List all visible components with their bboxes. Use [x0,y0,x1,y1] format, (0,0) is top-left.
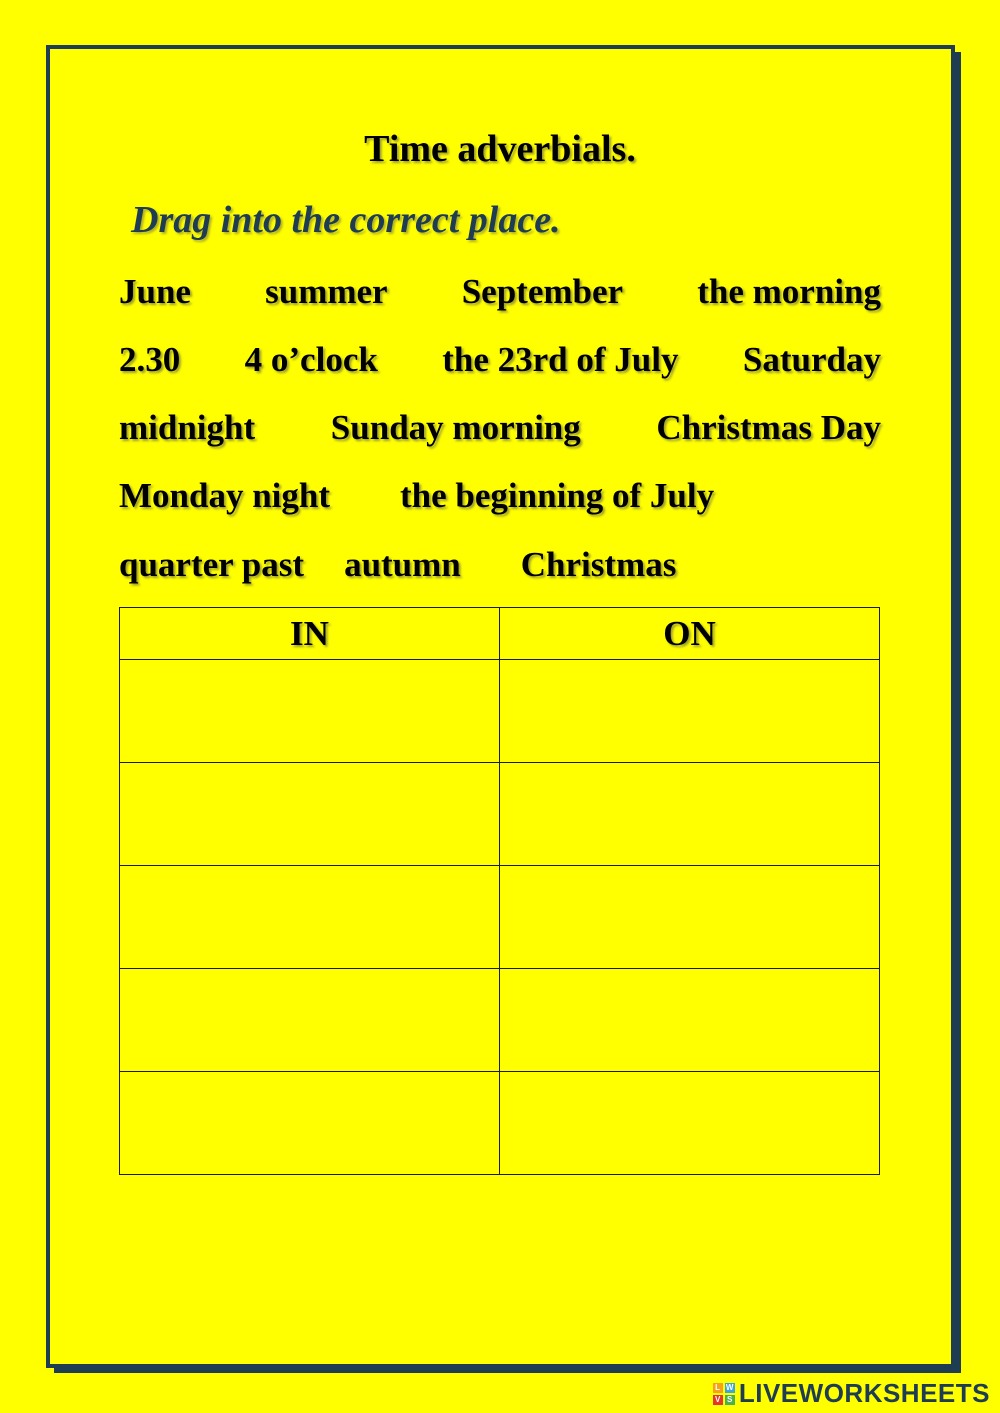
draggable-word[interactable]: 2.30 [119,340,181,379]
word-bank-row-2 [119,338,881,382]
word-bank-row-5 [119,543,881,587]
draggable-word[interactable]: the morning [697,272,881,311]
draggable-word[interactable]: June [119,272,191,311]
drop-zone-on[interactable] [500,660,880,763]
draggable-word[interactable]: 4 o’clock [244,340,378,379]
draggable-word[interactable]: the beginning of July [400,476,715,515]
table-row [120,866,880,969]
word-bank-row-3 [119,406,881,450]
table-row [120,969,880,1072]
draggable-word[interactable]: the 23rd of July [442,340,679,379]
drop-zone-in[interactable] [120,1072,500,1175]
answer-table [119,607,880,1175]
drop-zone-in[interactable] [120,763,500,866]
draggable-word[interactable]: Christmas Day [656,408,881,447]
word-bank-row-4 [119,474,881,518]
drop-zone-in[interactable] [120,660,500,763]
draggable-word[interactable]: Christmas [520,545,677,584]
table-row [120,763,880,866]
drop-zone-on[interactable] [500,1072,880,1175]
column-header-in: IN [120,608,500,660]
draggable-word[interactable]: Sunday morning [330,408,581,447]
draggable-word[interactable]: Monday night [119,476,331,515]
liveworksheets-logo-icon: L W V S [713,1383,735,1405]
draggable-word[interactable]: quarter past [119,545,305,584]
drop-zone-on[interactable] [500,763,880,866]
drop-zone-in[interactable] [120,866,500,969]
brand-text: LIVEWORKSHEETS [738,1378,990,1408]
draggable-word[interactable]: Saturday [742,340,881,379]
drop-zone-on[interactable] [500,866,880,969]
draggable-word[interactable]: midnight [119,408,256,447]
drop-zone-on[interactable] [500,969,880,1072]
word-bank-row-1 [119,270,881,314]
draggable-word[interactable]: autumn [344,545,461,584]
draggable-word[interactable]: summer [265,272,388,311]
table-row [120,1072,880,1175]
brand-watermark [713,1378,990,1409]
worksheet-title: Time adverbials. [364,128,636,170]
drop-zone-in[interactable] [120,969,500,1072]
draggable-word[interactable]: September [461,272,624,311]
column-header-on: ON [500,608,880,660]
instruction-text: Drag into the correct place. [131,199,561,241]
table-row [120,660,880,763]
